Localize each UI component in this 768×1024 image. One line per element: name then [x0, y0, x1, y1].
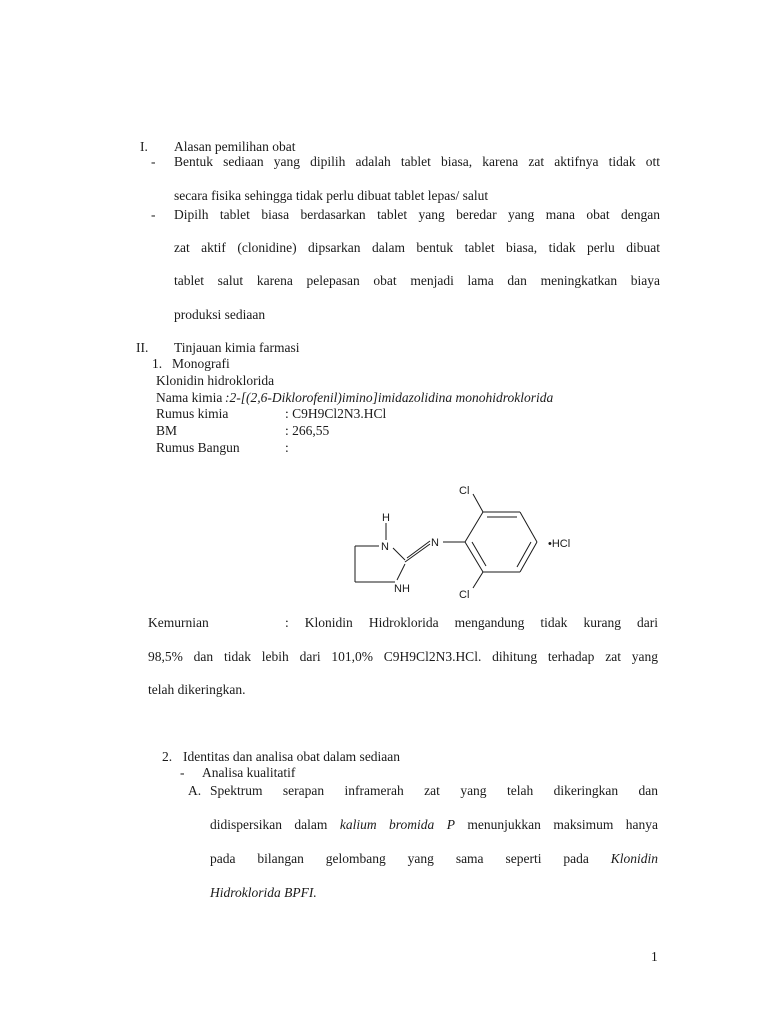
section1-title: Alasan pemilihan obat [174, 139, 296, 154]
item-a-line2 [210, 817, 658, 833]
item-a-line3-italic: Klonidin [610, 851, 658, 866]
item-a-line2-pre: didispersikan dalam [210, 817, 340, 832]
kemurnian-line2: 98,5% dan tidak lebih dari 101,0% C9H9Cl2N3.HCl. dihitung terhadap zat yang [148, 649, 658, 664]
item-a-line3 [210, 851, 658, 867]
cl-bottom-label: Cl [459, 589, 470, 601]
section1-bullet2-line4: produksi sediaan [174, 307, 266, 322]
section1-numeral: I. [140, 139, 148, 154]
analisa-bullet-title: Analisa kualitatif [202, 765, 296, 780]
bm-value: : 266,55 [285, 423, 330, 438]
identitas-number: 2. [162, 749, 173, 764]
kemurnian-line3: telah dikeringkan. [148, 682, 246, 697]
section1-bullet1-marker: - [151, 154, 156, 169]
page-number: 1 [651, 949, 658, 964]
bm-label: BM [156, 423, 178, 438]
section1-bullet2-marker: - [151, 207, 156, 222]
n-ring-label: N [381, 541, 389, 553]
section2-title: Tinjauan kimia farmasi [174, 340, 300, 355]
identitas-title: Identitas dan analisa obat dalam sediaan [183, 749, 401, 764]
hcl-label: •HCl [548, 538, 571, 550]
item-a-line2-post: menunjukkan maksimum hanya [454, 817, 659, 832]
section1-bullet2-line3: tablet salut karena pelepasan obat menjadi lama dan meningkatkan biaya [174, 273, 660, 288]
section2-numeral: II. [136, 340, 149, 355]
n-imine-label: N [431, 537, 439, 549]
monografi-title: Monografi [172, 356, 230, 371]
nh-label: NH [394, 583, 410, 595]
rumus-bangun-value: : [285, 440, 289, 455]
item-a-line2-italic: kalium bromida P [339, 817, 455, 832]
section1-bullet2-line1: Dipilh tablet biasa berdasarkan tablet yang beredar yang mana obat dengan [174, 207, 660, 222]
kemurnian-line1: : Klonidin Hidroklorida mengandung tidak kurang dari [285, 615, 658, 630]
rumus-bangun-label: Rumus Bangun [156, 440, 240, 455]
nama-kimia-value: :2-[(2,6-Diklorofenil)imino]imidazolidina monohidroklorida [225, 390, 554, 405]
rumus-kimia-label: Rumus kimia [156, 406, 229, 421]
clonidine-structure [335, 482, 595, 602]
monografi-number: 1. [152, 356, 163, 371]
section1-bullet2-line2: zat aktif (clonidine) dipsarkan dalam bentuk tablet biasa, tidak perlu dibuat [174, 240, 660, 255]
h-label: H [382, 512, 390, 524]
cl-top-label: Cl [459, 485, 470, 497]
section1-bullet1-line2: secara fisika sehingga tidak perlu dibuat tablet lepas/ salut [174, 188, 489, 203]
section1-bullet1-line1: Bentuk sediaan yang dipilih adalah tablet biasa, karena zat aktifnya tidak ott [174, 154, 660, 169]
rumus-kimia-value: : C9H9Cl2N3.HCl [285, 406, 387, 421]
kemurnian-label: Kemurnian [148, 615, 209, 630]
item-a-line3-pre: pada bilangan gelombang yang sama seperti pada [210, 851, 611, 866]
item-a-line1: Spektrum serapan inframerah zat yang telah dikeringkan dan [210, 783, 658, 798]
drug-name: Klonidin hidroklorida [156, 373, 275, 388]
analisa-bullet-marker: - [180, 765, 185, 780]
item-a-letter: A. [188, 783, 202, 798]
nama-kimia-label: Nama kimia [156, 390, 223, 405]
item-a-line4: Hidroklorida BPFI. [210, 885, 317, 900]
